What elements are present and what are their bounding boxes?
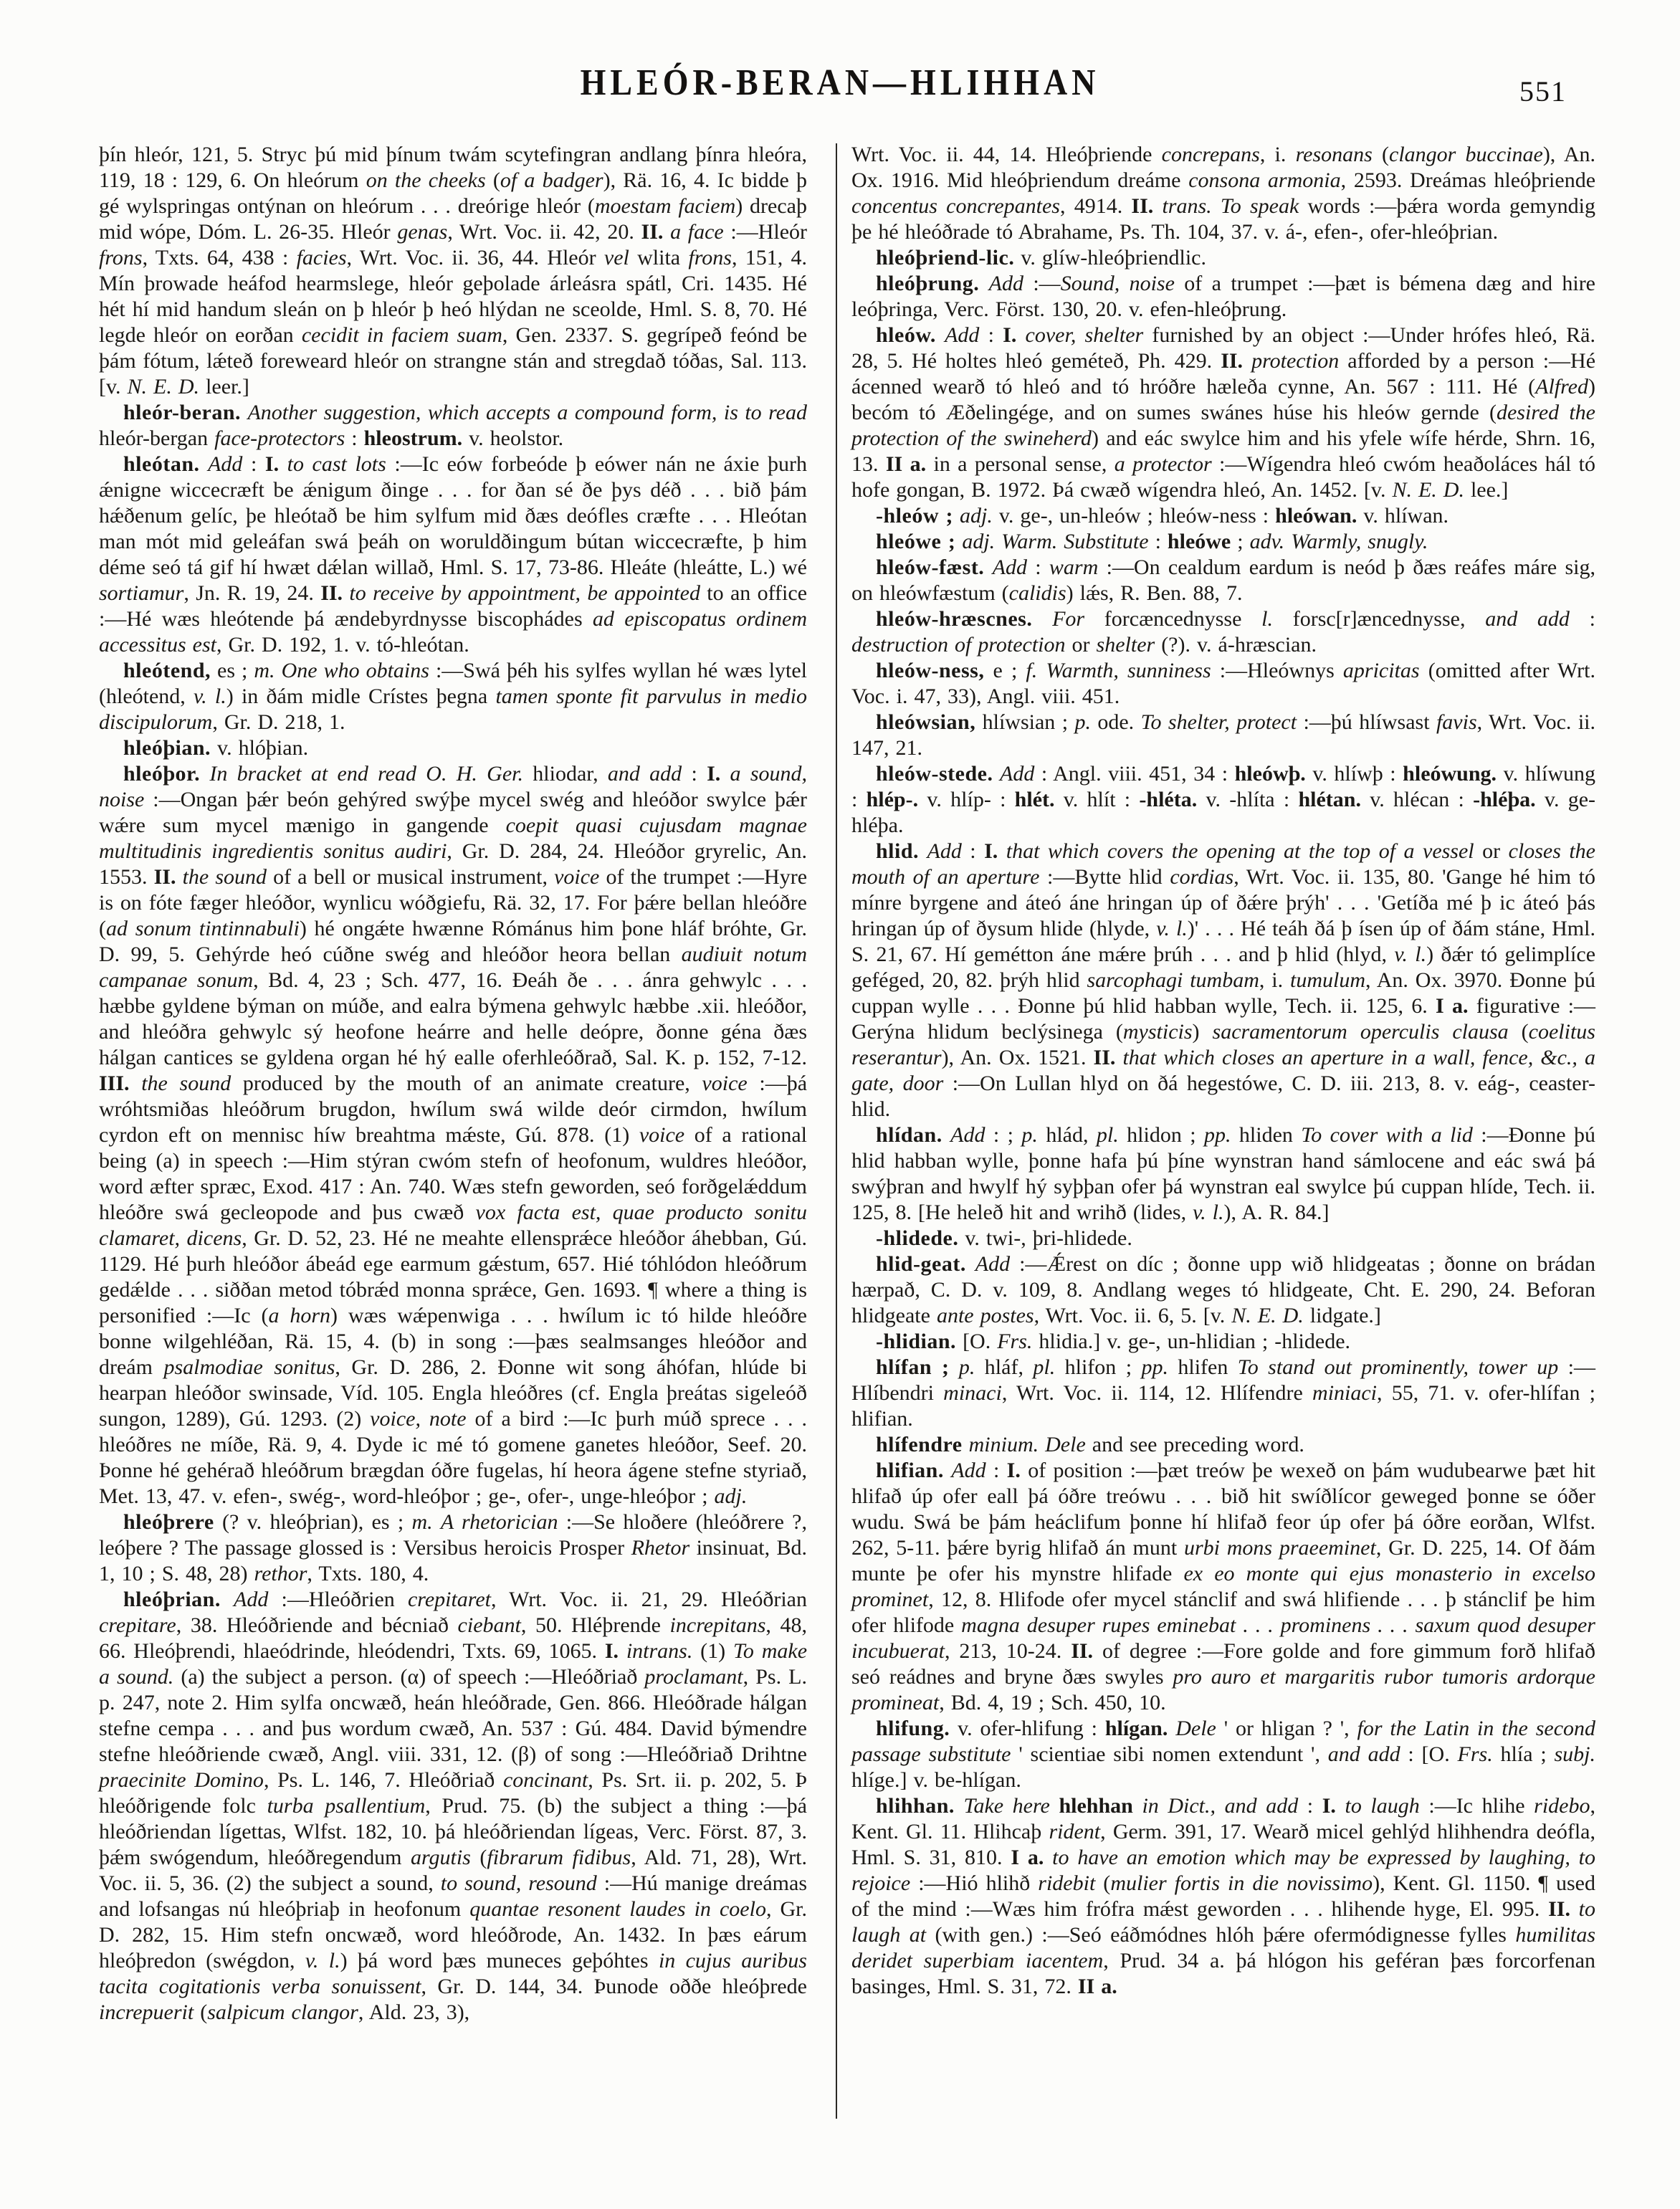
dictionary-entry: hlifung. v. ofer-hlifung : hlígan. Dele ' or hligan ? ', for the Latin in the second passage substitute ' scientiae sibi nomen extendunt ', and add : [O. Frs. hlía ; subj. hlíge.] v. be-hlígan.: [851, 1717, 1596, 1792]
dictionary-entry: hleówsian, hlíwsian ; p. ode. To shelter, protect :—þú hlíwsast favis, Wrt. Voc. ii. 147, 21.: [851, 710, 1596, 760]
dictionary-entry: hlifian. Add : I. of position :—þæt treów þe wexeð on þám wudubearwe þæt hit hlifað úp ofer eall þá óðre treówu . . . bið hit swíðlícor geweged þonne se óðer wudu. Swá be þám heáclifum þonne hí hlifað feor úp ofer þá óðre eorðan, Wlfst. 262, 5-11. þǽre byrig hlifað án munt urbi mons praeeminet, Gr. D. 225, 14. Of ðám munte þe ofer his mynstre hlifade ex eo monte qui ejus monasterio in excelso prominet, 12, 8. Hlifode ofer mycel stánclif and swá hlifiende . . . þ stánclif þe him ofer hlifode magna desuper rupes eminebat . . . prominens . . . saxum quod desuper incubuerat, 213, 10-24. II. of degree :—Fore golde and fore gimmum forð hlifað seó reádnes and bryne ðæs swyles pro auro et margaritis rubor tumoris ardorque promineat, Bd. 4, 19 ; Sch. 450, 10.: [851, 1459, 1596, 1714]
entry-headword: hleóþor.: [123, 762, 201, 786]
dictionary-entry: -hlidian. [O. Frs. hlidia.] v. ge-, un-hlidian ; -hlidede.: [876, 1330, 1351, 1353]
dictionary-entry: hlífan ; p. hláf, pl. hlifon ; pp. hlifen To stand out prominently, tower up :—Hlíbendri minaci, Wrt. Voc. ii. 114, 12. Hlífendre miniaci, 55, 71. v. ofer-hlífan ; hlifian.: [851, 1355, 1595, 1431]
dictionary-entry: hleóþrere (? v. hleóþrian), es ; m. A rhetorician :—Se hloðere (hleóðrere ?, leóþere ? The passage glossed is : Versibus heroicis Prosper Rhetor insinuat, Bd. 1, 10 ; S. 48, 28) rethor, Txts. 180, 4.: [99, 1510, 807, 1585]
entry-headword: hleówe ;: [876, 530, 956, 553]
entry-headword: hlífendre: [876, 1433, 963, 1456]
entry-continuation: Wrt. Voc. ii. 44, 14. Hleóþriende concrepans, i. resonans (clangor buccinae), An. Ox. 1916. Mid hleóþriendum dreáme consona armonia, 2593. Dreámas hleóþriende concentus concrepantes, 4914. II. trans. To speak words :—þǽra worda gemyndig þe hé hleóðrade tó Abrahame, Ps. Th. 104, 37. v. á-, efen-, ofer-hleóþrian.: [851, 143, 1596, 244]
entry-headword: hlid-geat.: [876, 1252, 966, 1276]
entry-headword: -hleów ;: [876, 504, 953, 528]
text-block: [99, 142, 1595, 2026]
dictionary-entry: hleóþrian. Add :—Hleóðrien crepitaret, Wrt. Voc. ii. 21, 29. Hleóðrian crepitare, 38. Hleóðriende and bécniað ciebant, 50. Hléþrende increpitans, 48, 66. Hleóþrendi, hlaeódrinde, hleódendri, Txts. 69, 1065. I. intrans. (1) To make a sound. (a) the subject a person. (α) of speech :—Hleóðriað proclamant, Ps. L. p. 247, note 2. Him sylfa oncwæð, heán hleóðrade, Gen. 866. Hleóðrade hálgan stefne cempa . . . and þus wordum cwæð, An. 537 : Gú. 484. David býmendre stefne hleóðriende cwæð, Angl. viii. 331, 12. (β) of song :—Hleóðriað Drihtne praecinite Domino, Ps. L. 146, 7. Hleóðriað concinant, Ps. Srt. ii. p. 202, 5. Þ hleóðrigende folc turba psallentium, Prud. 75. (b) the subject a thing :—þá hleóðriendan lígettas, Wlfst. 182, 10. þá hleóðriendan lígeas, Verc. Först. 87, 3. þǽm swógendum, hleóðregendum argutis (fibrarum fidibus, Ald. 71, 28), Wrt. Voc. ii. 5, 36. (2) the subject a sound, to sound, resound :—Hú manige dreámas and lofsangas nú hleóþriaþ in heofonum quantae resonent laudes in coelo, Gr. D. 282, 15. Him stefn oncwæð, word hleóðrode, An. 1432. In þæs eárum hleóþredon (swégdon, v. l.) þá word þæs muneces geþóhtes in cujus auribus tacita cogitationis verba sonuissent, Gr. D. 144, 34. Þunode oððe hleóþrede increpuerit (salpicum clangor, Ald. 23, 3),: [99, 1588, 808, 2024]
dictionary-entry: hleów-ness, e ; f. Warmth, sunniness :—Hleównys apricitas (omitted after Wrt. Voc. i. 47, 33), Angl. viii. 451.: [851, 659, 1596, 708]
entry-continuation: þín hleór, 121, 5. Stryc þú mid þínum twám scytefingran andlang þínra hleóra, 119, 18 : 129, 6. On hleórum on the cheeks (of a badger), Rä. 16, 4. Ic bidde þ gé wylspringas ontýnan on hleórum . . . dreórige hleór (moestam faciem) drecaþ mid wópe, Dóm. L. 26-35. Hleór genas, Wrt. Voc. ii. 42, 20. II. a face :—Hleór frons, Txts. 64, 438 : facies, Wrt. Voc. ii. 36, 44. Hleór vel wlita frons, 151, 4. Mín þrowade heáfod hearmslege, hleór geþolade árleásra spátl, Cri. 1435. Hé hét hí mid handum sleán on þ hleór þ heó hlýdan ne sceolde, Hml. S. 8, 70. Hé legde hleór on eorðan cecidit in faciem suam, Gen. 2337. S. gegrípeð feónd be þám fótum, lǽteð foreweard hleór on strangne stán and stregdað tóðas, Sal. 113. [v. N. E. D. leer.]: [99, 143, 808, 399]
dictionary-entry: hleów. Add : I. cover, shelter furnished by an object :—Under hrófes hleó, Rä. 28, 5. Hé holtes hleó geméteð, Ph. 429. II. protection afforded by a person :—Hé ácenned wearð tó hleó and tó hróðre hæleða cynne, An. 567 : 111. Hé (Alfred) becóm tó Æðelingége, and on sumes swánes húse his hleów gernde (desired the protection of the swineherd) and eác swylce him and his yfele wífe hérde, Shrn. 16, 13. II a. in a personal sense, a protector :—Wígendra hleó cwóm heaðoláces hál tó hofe gongan, B. 1972. Þá cwæð wígendra hleó, An. 1452. [v. N. E. D. lee.]: [851, 323, 1596, 502]
dictionary-entry: hleóþriend-lic. v. glíw-hleóþriendlic.: [876, 246, 1206, 269]
entry-headword: -hlidian.: [876, 1330, 957, 1353]
entry-headword: hleów-hræscnes.: [876, 607, 1033, 631]
entry-headword: hleów.: [876, 323, 936, 347]
dictionary-entry: hlihhan. Take here hlehhan in Dict., and add : I. to laugh :—Ic hlihe ridebo, Kent. Gl. 11. Hlihcaþ rident, Germ. 391, 17. Wearð micel gehlýd hlihhendra deófla, Hml. S. 31, 810. I a. to have an emotion which may be expressed by laughing, to rejoice :—Hió hlihð ridebit (mulier fortis in die novissimo), Kent. Gl. 1150. ¶ used of the mind :—Wæs him frófra mǽst geworden . . . hlihende hyge, El. 995. II. to laugh at (with gen.) :—Seó eáðmódnes hlóh þǽre ofermódignesse fylles humilitas deridet superbiam iacentem, Prud. 34 a. þá hlógon his geféran þæs forcorfenan basinges, Hml. S. 31, 72. II a.: [851, 1794, 1596, 1998]
dictionary-entry: hleów-hræscnes. For forcæncednysse l. forsc[r]æncednysse, and add : destruction of protection or shelter (?). v. á-hræscian.: [851, 607, 1596, 657]
entry-headword: hleóþrere: [123, 1510, 214, 1534]
entry-headword: hleów-ness,: [876, 659, 985, 682]
dictionary-entry: -hleów ; adj. v. ge-, un-hleów ; hleów-ness : hleówan. v. hlíwan.: [876, 504, 1449, 528]
entry-headword: hlid.: [876, 839, 920, 863]
dictionary-entry: hleótend, es ; m. One who obtains :—Swá þéh his sylfes wyllan hé wæs lytel (hleótend, v. l.) in ðám midle Crístes þegna tamen sponte fit parvulus in medio discipulorum, Gr. D. 218, 1.: [99, 659, 808, 734]
dictionary-entry: hlid. Add : I. that which covers the opening at the top of a vessel or closes the mouth of an aperture :—Bytte hlid cordias, Wrt. Voc. ii. 135, 80. 'Gange hé him tó mínre byrgene and áteó áne hringan úp of ðǽre þrýh' . . . 'Getíða mé þ ic áteó þás hringan úp of ðysum hlide (hlyde, v. l.)' . . . Hé teáh ðá þ ísen úp of ðám stáne, Hml. S. 21, 67. Hí gemétton áne mǽre þrúh . . . and þ hlid (hlyd, v. l.) ðǽr tó gelimplíce geféged, 20, 82. þrýh hlid sarcophagi tumbam, i. tumulum, An. Ox. 3970. Ðonne þú cuppan wylle . . . Ðonne þú hlid habban wylle, Tech. ii. 125, 6. I a. figurative :—Gerýna hlidum beclýsinega (mysticis) sacramentorum operculis clausa (coelitus reserantur), An. Ox. 1521. II. that which closes an aperture in a wall, fence, &c., a gate, door :—On Lullan hlyd on ðá hegestówe, C. D. iii. 213, 8. v. eág-, ceaster-hlid.: [851, 839, 1596, 1121]
entry-headword: -hlidede.: [876, 1226, 959, 1250]
entry-headword: hleów-fæst.: [876, 555, 985, 579]
entry-headword: hlihhan.: [876, 1794, 955, 1818]
entry-headword: hlifian.: [876, 1459, 944, 1482]
running-head: [0, 63, 1680, 101]
entry-headword: hleóþian.: [123, 736, 211, 760]
entry-headword: hleótan.: [123, 452, 200, 476]
dictionary-entry: hlid-geat. Add :—Ǽrest on díc ; ðonne upp wið hlidgeatas ; ðonne on brádan hærpað, C. D. v. 109, 8. Andlang weges tó hlidgeate, Cht. E. 290, 24. Beforan hlidgeate ante postes, Wrt. Voc. ii. 6, 5. [v. N. E. D. lidgate.]: [851, 1252, 1595, 1327]
entry-headword: hleóþrung.: [876, 272, 980, 295]
dictionary-entry: hleóþrung. Add :—Sound, noise of a trumpet :—þæt is bémena dæg and hire leóþringa, Verc. Först. 130, 20. v. efen-hleóþrung.: [851, 272, 1595, 321]
entry-headword: hleór-beran.: [123, 401, 242, 424]
left-column: [99, 142, 827, 2026]
entry-headword: hleów-stede.: [876, 762, 993, 786]
dictionary-entry: hleóþor. In bracket at end read O. H. Ger. hliodar, and add : I. a sound, noise :—Ongan þǽr beón gehýred swýþe mycel swég and hleóðor swylce þǽr wǽre sum mycel mænigo in gangende coepit quasi cujusdam magnae multitudinis ingredientis sonitus audiri, Gr. D. 284, 24. Hleóðor gryrelic, An. 1553. II. the sound of a bell or musical instrument, voice of the trumpet :—Hyre is on fóte fæger hleóðor, wynlicu wóðgiefu, Rä. 32, 17. For þǽre bellan hleóðre (ad sonum tintinnabuli) hé ongǽte hwænne Rómánus him þone hláf bróhte, Gr. D. 99, 5. Gehýrde heó cúðne swég and hleóðor heora bellan audiuit notum campanae sonum, Bd. 4, 23 ; Sch. 477, 16. Ðeáh ðe . . . ánra gehwylc . . . hæbbe gyldene býman on múðe, and ealra býmena gehwylc hæbbe .xii. hleóðor, and hleóðra gehwylc sý heofone heárre and helle deópre, ðonne géna ðæs hálgan cantices se gyldena organ hé hý ealle oferhleóðrað, Sal. K. p. 152, 7-12. III. the sound produced by the mouth of an animate creature, voice :—þá wróhtsmiðas hleóðrum brugdon, hwílum swá wilde deór cirmdon, hwílum cyrdon eft on mennisc híw breahtma mǽste, Gú. 878. (1) voice of a rational being (a) in speech :—Him stýran cwóm stefn of heofonum, wuldres hleóðor, word æfter spræc, Exod. 417 : An. 740. Wæs stefn geworden, seó forðgelǽddum hleóðre swá gecleopode and þus cwæð vox facta est, quae producto sonitu clamaret, dicens, Gr. D. 52, 23. Hé ne meahte ellensprǽce hleóðor áhebban, Gú. 1129. Hé þurh hleóðor ábeád ege earmum gǽstum, 657. Hié tóhlódon hleóðrum gedǽlde . . . siððan metod tóbrǽd monna sprǽce, Gen. 1693. ¶ where a thing is personified :—Ic (a horn) wæs wǽpenwiga . . . hwílum ic tó hilde hleóðre bonne wilgehléðan, Rä. 15, 4. (b) in song :—þæs sealmsanges hleóðor and dreám psalmodiae sonitus, Gr. D. 286, 2. Ðonne wit song áhófan, hlúde bi hearpan hleóðor swinsade, Víd. 105. Engla hleóðres (cf. Engla þreátas sigeleóð sungon, 1289), Gú. 1293. (2) voice, note of a bird :—Ic þurh múð sprece . . . hleóðres ne míðe, Rä. 9, 4. Dyde ic mé tó gomene ganetes hleóðor, Seef. 20. Þonne hé gehérað hleóðrum brægdan óðre fugelas, hí heora ágene stefne styriað, Met. 13, 47. v. efen-, swég-, word-hleóþor ; ge-, ofer-, unge-hleóþor ; adj.: [99, 762, 808, 1508]
entry-headword: hleóþrian.: [123, 1588, 221, 1611]
entry-headword: hleótend,: [123, 659, 211, 682]
dictionary-entry: hleówe ; adj. Warm. Substitute : hleówe ; adv. Warmly, snugly.: [876, 530, 1428, 553]
dictionary-entry: hleów-stede. Add : Angl. viii. 451, 34 : hleówþ. v. hlíwþ : hleówung. v. hlíwung : hlép-. v. hlíp- : hlét. v. hlít : -hléta. v. -hlíta : hlétan. v. hlécan : -hléþa. v. ge-hléþa.: [851, 762, 1596, 837]
entry-headword: hlifung.: [876, 1717, 950, 1740]
page-number: 551: [1519, 75, 1567, 108]
entry-headword: hlífan ;: [876, 1355, 950, 1379]
dictionary-entry: hleóþian. v. hlóþian.: [123, 736, 309, 760]
page-title: HLEÓR-BERAN—HLIHHAN: [580, 61, 1100, 103]
dictionary-entry: -hlidede. v. twi-, þri-hlidede.: [876, 1226, 1132, 1250]
dictionary-entry: hleów-fæst. Add : warm :—On cealdum eardum is neód þ ðæs reáfes máre sig, on hleówfæstum (calidis) lǽs, R. Ben. 88, 7.: [851, 555, 1595, 605]
dictionary-entry: hleór-beran. Another suggestion, which accepts a compound form, is to read hleór-bergan face-protectors : hleostrum. v. heolstor.: [99, 401, 807, 450]
dictionary-entry: hleótan. Add : I. to cast lots :—Ic eów forbeóde þ eówer nán ne áxie þurh ǽnigne wiccecræft be ǽnigum ðinge . . . for ðan sé ðe þys déð . . . bið þám hǽðenum gelíc, þe hleótað be him sylfum mid ðæs deófles cræfte . . . Hleótan man mót mid geleáfan swá þeáh on woruldðingum bútan wiccecræfte, þ him déme seó tá gif hí hwæt dǽlan willað, Hml. S. 17, 73-86. Hleáte (hleátte, L.) wé sortiamur, Jn. R. 19, 24. II. to receive by appointment, be appointed to an office :—Hé wæs hleótende þá ændebyrdnysse biscophádes ad episcopatus ordinem accessitus est, Gr. D. 192, 1. v. tó-hleótan.: [99, 452, 808, 657]
entry-headword: hlídan.: [876, 1123, 942, 1147]
entry-headword: hleóþriend-lic.: [876, 246, 1015, 269]
entry-headword: hleówsian,: [876, 710, 976, 734]
right-column: [827, 142, 1595, 2026]
dictionary-entry: hlífendre minium. Dele and see preceding word.: [876, 1433, 1304, 1456]
dictionary-entry: hlídan. Add : ; p. hlád, pl. hlidon ; pp. hliden To cover with a lid :—Ðonne þú hlid habban wylle, þonne hafa þú þíne wynstran hand sámlocene and eác swá þá swýþran and hwylf hý syþþan ofer þá wynstran eal swylce þú cuppan hlíde, Tech. ii. 125, 8. [He heleð hit and wrihð (lides, v. l.), A. R. 84.]: [851, 1123, 1596, 1224]
